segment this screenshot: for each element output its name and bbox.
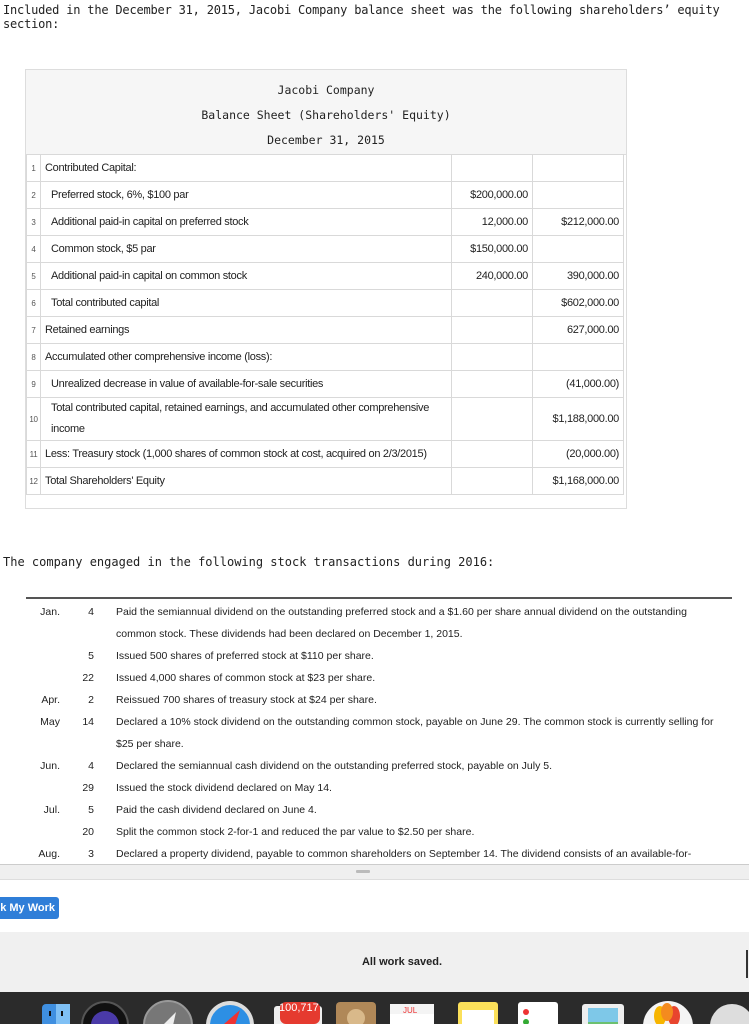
transaction-day: 2: [88, 694, 94, 706]
transaction-day: 4: [88, 760, 94, 772]
scrollbar[interactable]: [746, 950, 748, 978]
transactions-intro: The company engaged in the following stock transactions during 2016:: [3, 555, 495, 569]
save-status: All work saved.: [361, 956, 443, 968]
transaction-day: 4: [88, 606, 94, 618]
transaction-row: [26, 755, 732, 777]
row-label-cell[interactable]: [41, 236, 452, 263]
mail-badge: 100,717: [279, 1002, 319, 1014]
row-number: 2: [27, 182, 41, 209]
transaction-row: [26, 667, 732, 689]
amount-cell[interactable]: 240,000.00: [452, 263, 533, 290]
row-label: Additional paid-in capital on common stock: [51, 270, 247, 282]
transaction-row: [26, 799, 732, 821]
row-label: Preferred stock, 6%, $100 par: [51, 189, 189, 201]
table-row: [27, 290, 624, 317]
transaction-month: Jun.: [40, 760, 60, 772]
row-label[interactable]: Contributed Capital:: [41, 155, 452, 182]
siri-icon[interactable]: [80, 1000, 130, 1024]
reminders-icon[interactable]: [516, 1000, 560, 1024]
transaction-row: [26, 601, 732, 645]
amount-cell[interactable]: $150,000.00: [452, 236, 533, 263]
transaction-row: [26, 843, 732, 863]
row-label: Additional paid-in capital on preferred stock: [51, 216, 249, 228]
total-cell[interactable]: (20,000.00): [533, 441, 624, 468]
transaction-day: 5: [88, 804, 94, 816]
row-label[interactable]: Retained earnings: [41, 317, 452, 344]
row-label[interactable]: Accumulated other comprehensive income (loss):: [41, 344, 452, 371]
transaction-text: Split the common stock 2-for-1 and reduced the par value to $2.50 per share.: [116, 826, 475, 838]
row-number: 3: [27, 209, 41, 236]
table-row: [27, 441, 624, 468]
transaction-day: 20: [82, 826, 94, 838]
row-label-cell[interactable]: [41, 263, 452, 290]
transaction-text: Issued the stock dividend declared on May 14.: [116, 782, 332, 794]
table-row: [27, 371, 624, 398]
row-number: 11: [27, 441, 41, 468]
transaction-row: [26, 645, 732, 667]
transaction-text: Paid the semiannual dividend on the outstanding preferred stock and a $1.60 per share annual dividend on the outstanding common stock. These dividends had been declared on December 1, 2015.: [116, 606, 687, 640]
amount-cell[interactable]: [452, 317, 533, 344]
notes-icon[interactable]: [456, 1000, 502, 1024]
transaction-text: Declared the semiannual cash dividend on the outstanding preferred stock, payable on July 5.: [116, 760, 553, 772]
total-cell[interactable]: [533, 155, 624, 182]
calendar-month: JUL: [403, 1006, 418, 1015]
dock: [0, 992, 749, 1024]
transaction-row: [26, 777, 732, 799]
transaction-month: Aug.: [38, 848, 60, 860]
total-cell[interactable]: [533, 182, 624, 209]
row-number: 5: [27, 263, 41, 290]
table-row: [27, 236, 624, 263]
amount-cell[interactable]: [452, 155, 533, 182]
transaction-text: Issued 4,000 shares of common stock at $23 per share.: [116, 672, 376, 684]
transaction-row: [26, 711, 732, 755]
balance-sheet-table: [26, 154, 624, 495]
row-label[interactable]: Less: Treasury stock (1,000 shares of common stock at cost, acquired on 2/3/2015): [41, 441, 452, 468]
transaction-day: 5: [88, 650, 94, 662]
check-my-work-button[interactable]: k My Work: [0, 897, 59, 919]
transaction-day: 3: [88, 848, 94, 860]
total-cell[interactable]: $1,188,000.00: [533, 398, 624, 441]
table-row: [27, 468, 624, 495]
total-cell[interactable]: 627,000.00: [533, 317, 624, 344]
row-label-cell[interactable]: [41, 371, 452, 398]
total-cell[interactable]: $1,168,000.00: [533, 468, 624, 495]
save-status-bar: [0, 932, 749, 992]
statement-date: December 31, 2015: [267, 133, 385, 147]
finder-icon[interactable]: [42, 1000, 70, 1024]
total-cell[interactable]: $602,000.00: [533, 290, 624, 317]
amount-cell[interactable]: [452, 468, 533, 495]
statement-title: Balance Sheet (Shareholders' Equity): [201, 108, 451, 122]
total-cell[interactable]: [533, 344, 624, 371]
row-label-cell[interactable]: [41, 398, 452, 441]
balance-sheet-header: [26, 70, 626, 155]
row-label-cell[interactable]: [41, 182, 452, 209]
row-label-cell[interactable]: [41, 290, 452, 317]
balance-sheet-panel: [25, 69, 627, 509]
row-number: 1: [27, 155, 41, 182]
table-row: [27, 155, 624, 182]
transaction-text: Declared a 10% stock dividend on the outstanding common stock, payable on June 29. The common stock is currently selling for $25 per share.: [116, 716, 714, 750]
transaction-day: 14: [82, 716, 94, 728]
safari-icon[interactable]: [204, 1000, 256, 1024]
contacts-icon[interactable]: [334, 1000, 380, 1024]
transaction-text: Issued 500 shares of preferred stock at $110 per share.: [116, 650, 374, 662]
grip-icon: [356, 870, 370, 873]
total-cell[interactable]: 390,000.00: [533, 263, 624, 290]
total-cell[interactable]: [533, 236, 624, 263]
amount-cell[interactable]: [452, 371, 533, 398]
amount-cell[interactable]: [452, 290, 533, 317]
transactions-panel: [26, 597, 732, 863]
launchpad-icon[interactable]: [142, 1000, 194, 1024]
table-row: [27, 317, 624, 344]
amount-cell[interactable]: $200,000.00: [452, 182, 533, 209]
row-number: 6: [27, 290, 41, 317]
amount-cell[interactable]: [452, 344, 533, 371]
photos-icon[interactable]: [640, 1000, 696, 1024]
table-row: [27, 209, 624, 236]
row-label: Total contributed capital, retained earnings, and accumulated other comprehensive income: [51, 402, 430, 435]
app-icon[interactable]: [708, 1000, 749, 1024]
table-row: [27, 182, 624, 209]
total-cell[interactable]: $212,000.00: [533, 209, 624, 236]
transaction-text: Reissued 700 shares of treasury stock at $24 per share.: [116, 694, 377, 706]
row-number: 9: [27, 371, 41, 398]
table-row: [27, 398, 624, 441]
row-label: Total contributed capital: [51, 297, 160, 309]
amount-cell[interactable]: [452, 441, 533, 468]
row-label[interactable]: Total Shareholders' Equity: [41, 468, 452, 495]
row-number: 10: [27, 398, 41, 441]
amount-cell[interactable]: [452, 398, 533, 441]
row-label: Unrealized decrease in value of available-for-sale securities: [51, 378, 324, 390]
transaction-month: Jul.: [43, 804, 60, 816]
row-label: Common stock, $5 par: [51, 243, 156, 255]
amount-cell[interactable]: 12,000.00: [452, 209, 533, 236]
transaction-month: Jan.: [40, 606, 60, 618]
transaction-month: Apr.: [41, 694, 60, 706]
table-row: [27, 263, 624, 290]
row-number: 12: [27, 468, 41, 495]
row-label-cell[interactable]: [41, 209, 452, 236]
company-name: Jacobi Company: [277, 83, 375, 97]
row-number: 8: [27, 344, 41, 371]
transaction-day: 29: [82, 782, 94, 794]
transaction-row: [26, 821, 732, 843]
transaction-day: 22: [82, 672, 94, 684]
transaction-row: [26, 689, 732, 711]
table-row: [27, 344, 624, 371]
total-cell[interactable]: (41,000.00): [533, 371, 624, 398]
transaction-text: Paid the cash dividend declared on June 4.: [116, 804, 317, 816]
intro-text: Included in the December 31, 2015, Jacobi Company balance sheet was the following shareholders’ equity section:: [3, 3, 720, 31]
resize-handle[interactable]: [0, 864, 749, 880]
transaction-text: Declared a property dividend, payable to common shareholders on September 14. The dividend consists of an available-for-: [116, 848, 692, 860]
transaction-month: May: [40, 716, 60, 728]
row-number: 4: [27, 236, 41, 263]
row-number: 7: [27, 317, 41, 344]
maps-icon[interactable]: [578, 1000, 628, 1024]
